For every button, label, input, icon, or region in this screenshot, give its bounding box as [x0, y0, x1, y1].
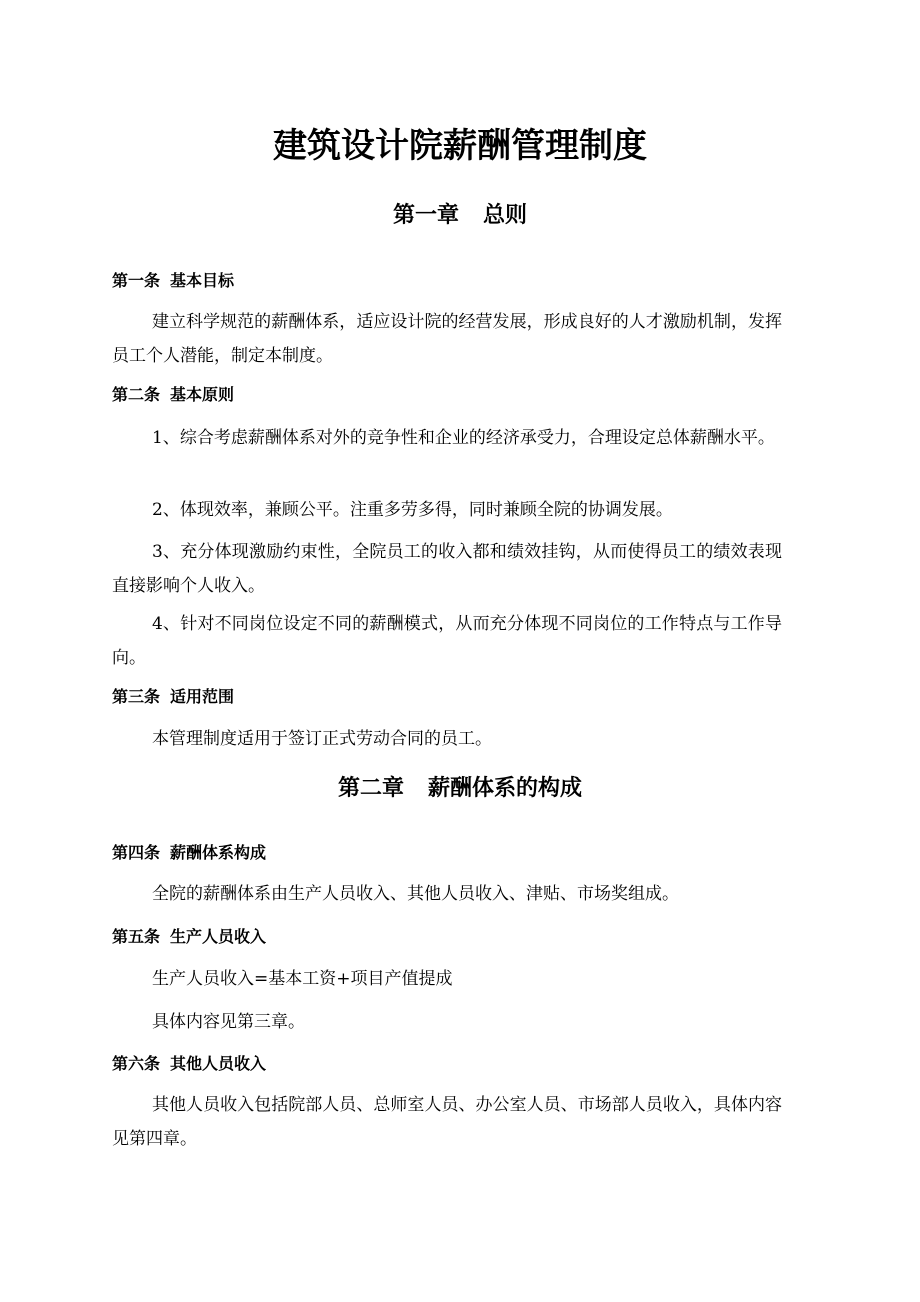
chapter-2-number: 第二章 [337, 776, 404, 801]
article-label: 第二条 [112, 385, 161, 404]
article-4-paragraph-1: 全院的薪酬体系由生产人员收入、其他人员收入、津贴、市场奖组成。 [152, 884, 679, 904]
chapter-1-heading [0, 200, 920, 232]
article-5-paragraph-1: 生产人员收入=基本工资+项目产值提成 [152, 969, 453, 989]
chapter-1-number: 第一章 [392, 203, 459, 228]
article-5-paragraph-2: 具体内容见第三章。 [152, 1012, 305, 1032]
article-3-paragraph-1: 本管理制度适用于签订正式劳动合同的员工。 [152, 729, 492, 749]
article-2-paragraph-2: 2、体现效率，兼顾公平。注重多劳多得，同时兼顾全院的协调发展。 [152, 500, 673, 520]
article-label: 第四条 [112, 843, 161, 862]
article-1-paragraph-1: 建立科学规范的薪酬体系，适应设计院的经营发展，形成良好的人才激励机制，发挥员工个人潜能，制定本制度。 [112, 312, 782, 366]
article-6-paragraph-1: 其他人员收入包括院部人员、总师室人员、办公室人员、市场部人员收入，具体内容见第四章。 [112, 1095, 782, 1149]
article-label: 第五条 [112, 927, 161, 946]
chapter-2-name: 薪酬体系的构成 [428, 776, 583, 801]
document-title: 建筑设计院薪酬管理制度 [273, 126, 647, 166]
article-heading: 基本目标 [170, 271, 235, 290]
article-2-heading [112, 383, 234, 407]
article-3-heading [112, 685, 234, 709]
chapter-1-name: 总则 [483, 203, 528, 228]
article-heading: 生产人员收入 [170, 927, 267, 946]
article-heading: 基本原则 [170, 385, 235, 404]
article-5-heading [112, 925, 266, 949]
article-label: 第三条 [112, 687, 161, 706]
article-label: 第六条 [112, 1054, 161, 1073]
chapter-2-heading [0, 773, 920, 805]
article-2-paragraph-3: 3、充分体现激励约束性，全院员工的收入都和绩效挂钩，从而使得员工的绩效表现直接影响个人收入。 [112, 542, 782, 596]
article-6-heading [112, 1052, 266, 1076]
article-label: 第一条 [112, 271, 161, 290]
article-2-paragraph-4: 4、针对不同岗位设定不同的薪酬模式，从而充分体现不同岗位的工作特点与工作导向。 [112, 614, 782, 668]
article-heading: 其他人员收入 [170, 1054, 267, 1073]
article-heading: 适用范围 [170, 687, 235, 706]
article-2-paragraph-1: 1、综合考虑薪酬体系对外的竞争性和企业的经济承受力，合理设定总体薪酬水平。 [152, 428, 775, 448]
article-1-heading [112, 269, 234, 293]
article-heading: 薪酬体系构成 [170, 843, 267, 862]
article-4-heading [112, 841, 266, 865]
